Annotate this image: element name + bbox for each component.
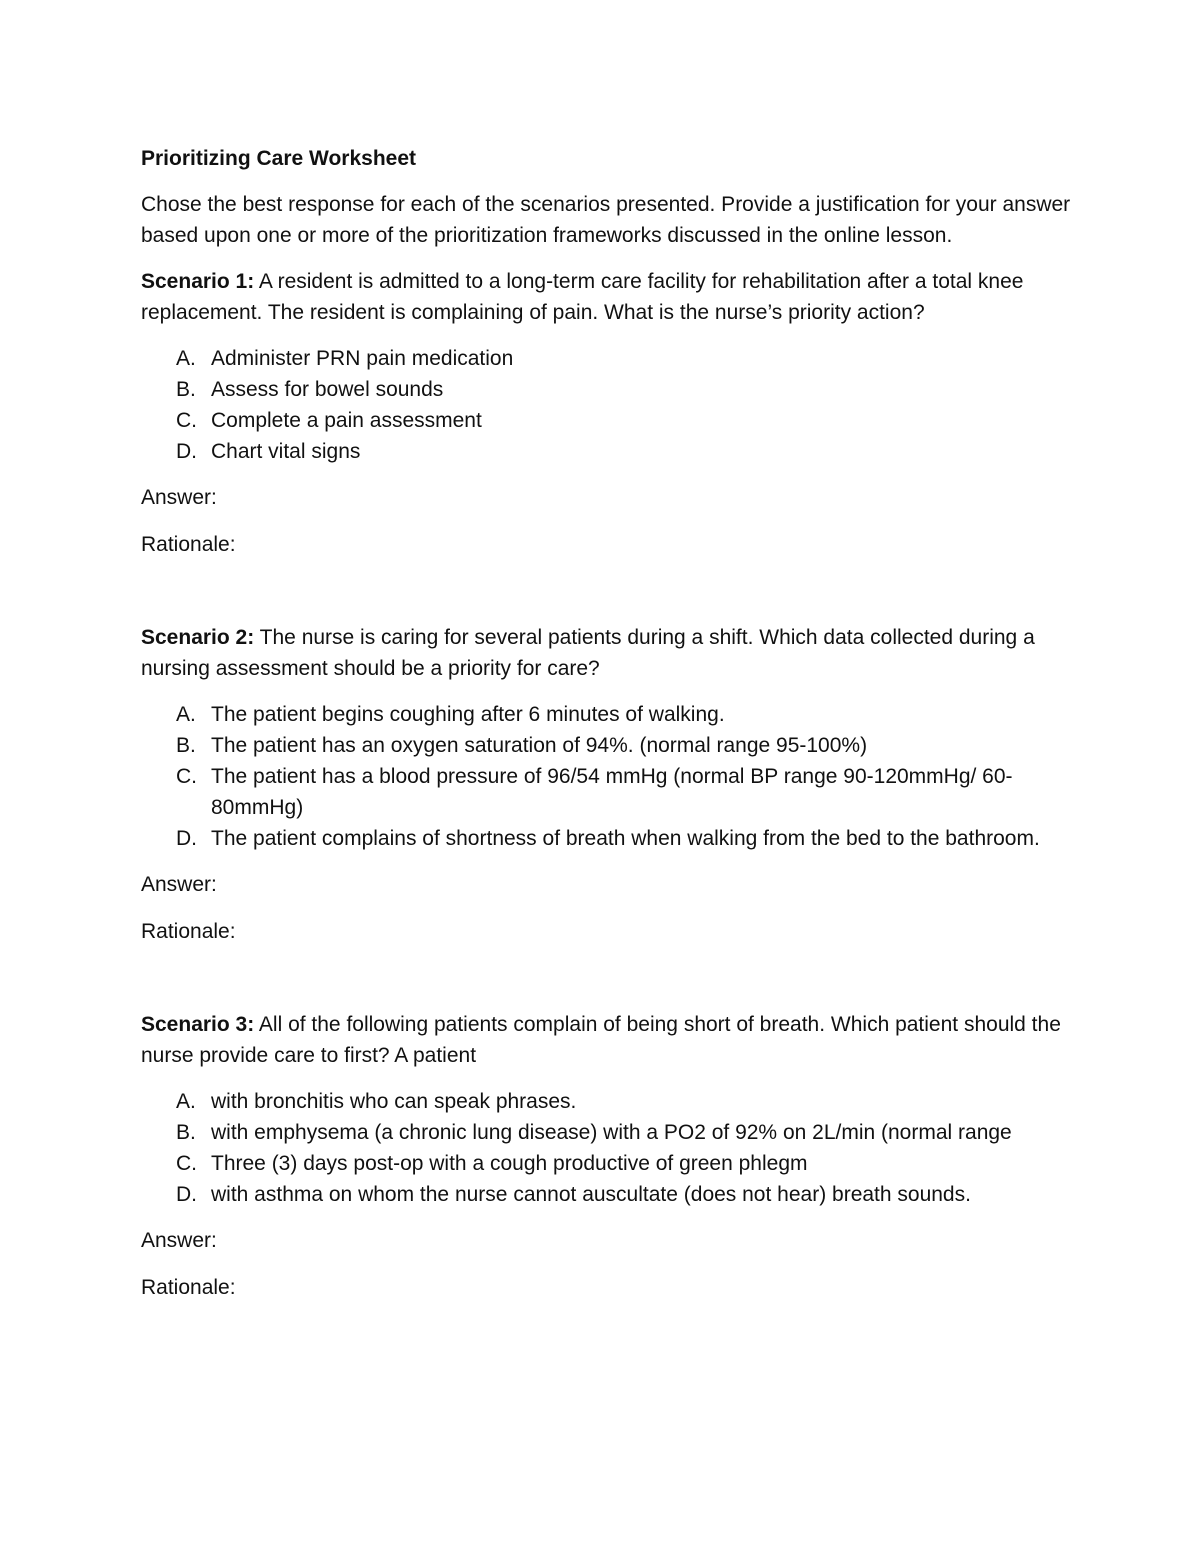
spacer	[141, 560, 1081, 622]
option-c	[141, 761, 1081, 823]
rationale-label: Rationale:	[141, 920, 236, 943]
option-text: The patient complains of shortness of breath when walking from the bed to the bathroom.	[211, 827, 1040, 850]
scenario-label: Scenario 1:	[141, 270, 255, 293]
option-letter: A.	[176, 347, 196, 370]
option-letter: A.	[176, 703, 196, 726]
option-text: Assess for bowel sounds	[211, 378, 444, 401]
option-letter: C.	[176, 765, 197, 788]
option-c	[141, 1148, 1081, 1179]
scenario-prompt	[141, 266, 1081, 328]
scenario-1	[141, 266, 1081, 560]
option-text: Chart vital signs	[211, 440, 361, 463]
option-b	[141, 730, 1081, 761]
rationale-label: Rationale:	[141, 1276, 236, 1299]
option-text: with asthma on whom the nurse cannot auscultate (does not hear) breath sounds.	[211, 1183, 971, 1206]
scenario-question: All of the following patients complain of being short of breath. Which patient should the nurse provide care to first? A patient	[141, 1013, 1061, 1067]
scenario-label: Scenario 3:	[141, 1013, 255, 1036]
option-letter: D.	[176, 827, 197, 850]
option-b	[141, 1117, 1081, 1148]
option-text: Administer PRN pain medication	[211, 347, 514, 370]
option-letter: D.	[176, 1183, 197, 1206]
option-letter: B.	[176, 734, 196, 757]
option-list	[141, 343, 1081, 467]
answer-label: Answer:	[141, 873, 217, 896]
answer-label: Answer:	[141, 486, 217, 509]
option-d	[141, 823, 1081, 854]
scenario-3	[141, 1009, 1081, 1303]
option-a	[141, 1086, 1081, 1117]
option-c	[141, 405, 1081, 436]
spacer	[141, 947, 1081, 1009]
scenario-prompt	[141, 1009, 1081, 1071]
option-text: with emphysema (a chronic lung disease) with a PO2 of 92% on 2L/min (normal range	[211, 1121, 1012, 1144]
scenario-prompt	[141, 622, 1081, 684]
instructions-text: Chose the best response for each of the scenarios presented. Provide a justification for your answer based upon one or more of the prioritization frameworks discussed in the online lesson.	[141, 193, 1071, 247]
option-text: with bronchitis who can speak phrases.	[211, 1090, 577, 1113]
page-title: Prioritizing Care Worksheet	[141, 147, 417, 170]
scenario-question: The nurse is caring for several patients during a shift. Which data collected during a nursing assessment should be a priority for care?	[141, 626, 1035, 680]
scenario-label: Scenario 2:	[141, 626, 255, 649]
option-letter: C.	[176, 1152, 197, 1175]
option-a	[141, 343, 1081, 374]
option-letter: B.	[176, 378, 196, 401]
worksheet-page	[141, 143, 1081, 1303]
option-letter: A.	[176, 1090, 196, 1113]
option-d	[141, 1179, 1081, 1210]
option-letter: B.	[176, 1121, 196, 1144]
option-d	[141, 436, 1081, 467]
option-text: The patient has a blood pressure of 96/54 mmHg (normal BP range 90-120mmHg/ 60-80mmHg)	[211, 765, 1013, 819]
option-list	[141, 1086, 1081, 1210]
answer-label: Answer:	[141, 1229, 217, 1252]
option-text: Three (3) days post-op with a cough productive of green phlegm	[211, 1152, 808, 1175]
option-list	[141, 699, 1081, 854]
rationale-label: Rationale:	[141, 533, 236, 556]
scenario-question: A resident is admitted to a long-term care facility for rehabilitation after a total knee replacement. The resident is complaining of pain. What is the nurse’s priority action?	[141, 270, 1024, 324]
option-text: Complete a pain assessment	[211, 409, 482, 432]
option-letter: C.	[176, 409, 197, 432]
option-b	[141, 374, 1081, 405]
option-text: The patient has an oxygen saturation of 94%. (normal range 95-100%)	[211, 734, 868, 757]
option-letter: D.	[176, 440, 197, 463]
scenario-2	[141, 622, 1081, 947]
option-text: The patient begins coughing after 6 minutes of walking.	[211, 703, 725, 726]
option-a	[141, 699, 1081, 730]
